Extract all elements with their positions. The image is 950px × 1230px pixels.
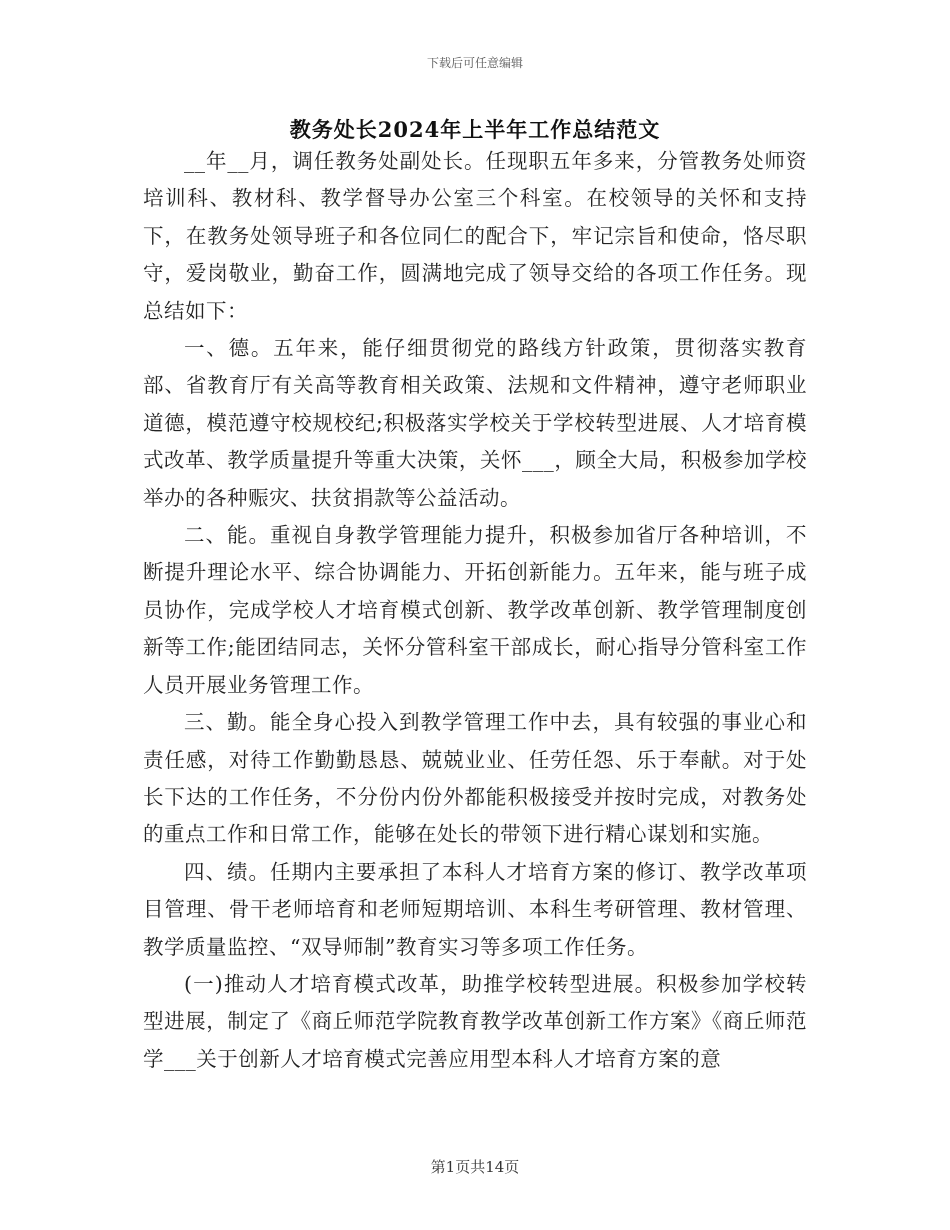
paragraph-reform: (一)推动人才培育模式改革，助推学校转型进展。积极参加学校转型进展，制定了《商丘师范学院教育教学改革创新工作方案》《商丘师范学___关于创新人才培育模式完善应用型本科人才培育方案的意: [143, 971, 807, 1071]
page-number: 第1页共14页: [430, 1158, 520, 1176]
document-title: 教务处长2024年上半年工作总结范文: [289, 117, 661, 142]
document-body: [143, 143, 807, 1078]
paragraph-intro: __年__月，调任教务处副处长。任现职五年多来，分管教务处师资培训科、教材科、教学督导办公室三个科室。在校领导的关怀和支持下，在教务处领导班子和各位同仁的配合下，牢记宗旨和使命，恪尽职守，爱岗敬业，勤奋工作，圆满地完成了领导交给的各项工作任务。现总结如下：: [143, 149, 807, 323]
header-note: 下载后可任意编辑: [426, 56, 523, 70]
paragraph-morality: 一、德。五年来，能仔细贯彻党的路线方针政策，贯彻落实教育部、省教育厅有关高等教育相关政策、法规和文件精神，遵守老师职业道德，模范遵守校规校纪;积极落实学校关于学校转型进展、人才培育模式改革、教学质量提升等重大决策，关怀___，顾全大局，积极参加学校举办的各种赈灾、扶贫捐款等公益活动。: [143, 336, 807, 510]
paragraph-achievements: 四、绩。任期内主要承担了本科人才培育方案的修订、教学改革项目管理、骨干老师培育和老师短期培训、本科生考研管理、教材管理、教学质量监控、“双导师制”教育实习等多项工作任务。: [143, 859, 807, 959]
paragraph-ability: 二、能。重视自身教学管理能力提升，积极参加省厅各种培训，不断提升理论水平、综合协调能力、开拓创新能力。五年来，能与班子成员协作，完成学校人才培育模式创新、教学改革创新、教学管理制度创新等工作;能团结同志，关怀分管科室干部成长，耐心指导分管科室工作人员开展业务管理工作。: [143, 523, 807, 697]
paragraph-diligence: 三、勤。能全身心投入到教学管理工作中去，具有较强的事业心和责任感，对待工作勤勤恳恳、兢兢业业、任劳任怨、乐于奉献。对于处长下达的工作任务，不分份内份外都能积极接受并按时完成，对教务处的重点工作和日常工作，能够在处长的带领下进行精心谋划和实施。: [143, 710, 807, 847]
